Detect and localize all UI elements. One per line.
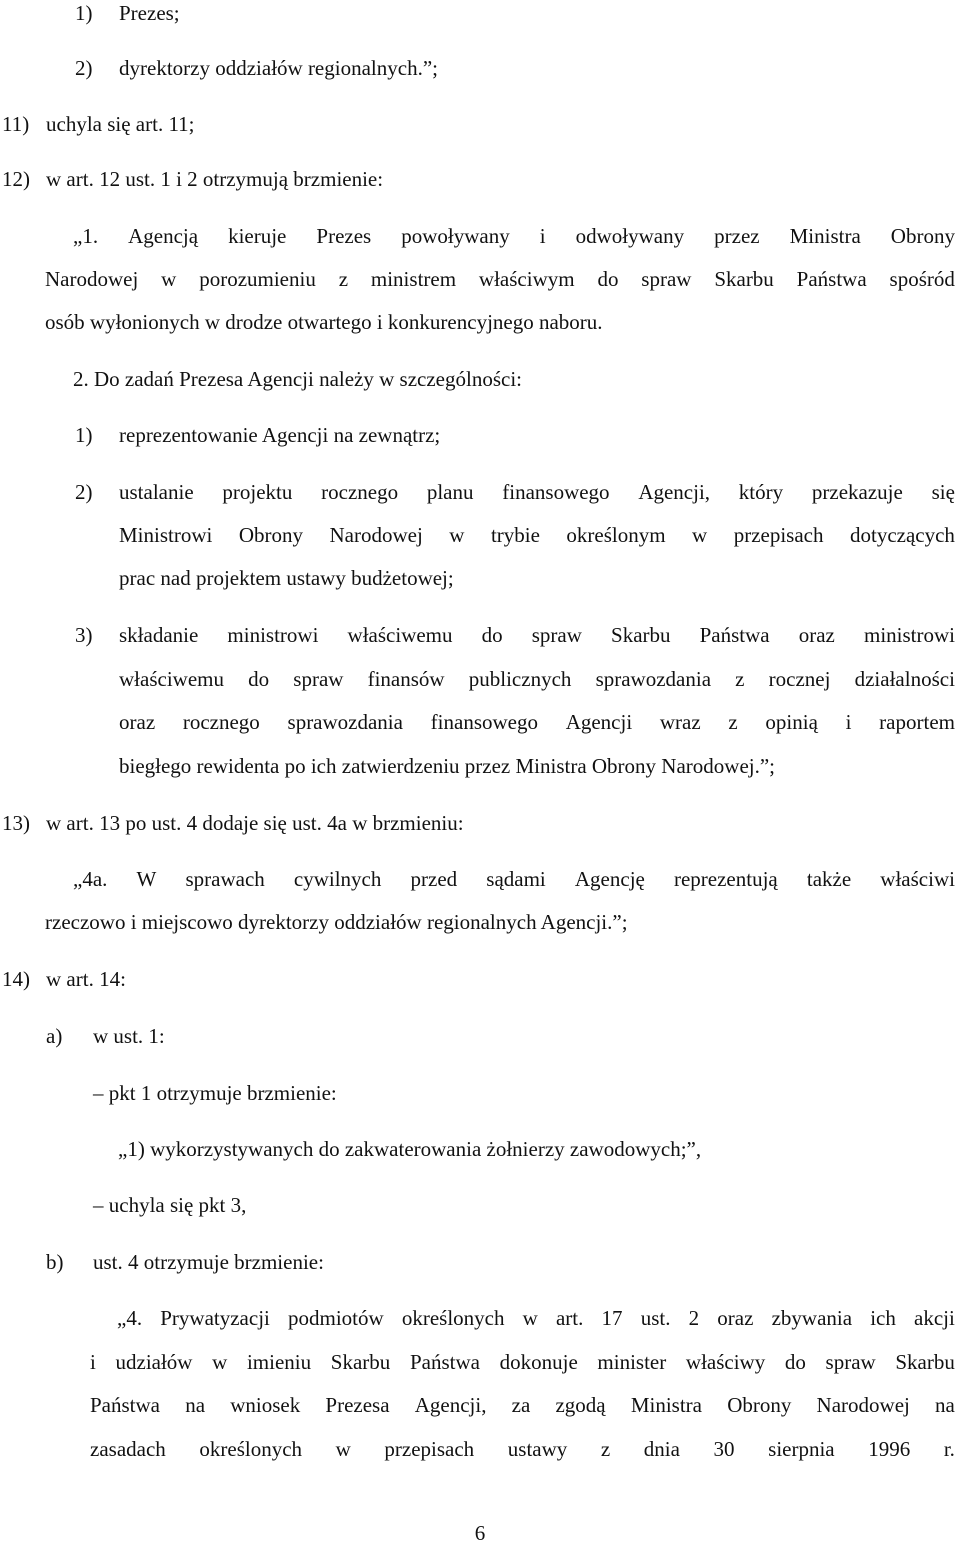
list-number: 1) [75, 423, 93, 447]
list-item-text: biegłego rewidenta po ich zatwierdzeniu przez Ministra Obrony Narodowej.”; [119, 754, 776, 778]
paragraph-line: „4. Prywatyzacji podmiotów określonych w art. 17 ust. 2 oraz zbywania ich akcji [117, 1306, 955, 1330]
list-item-text: oraz rocznego sprawozdania finansowego Agencji wraz z opinią i raportem [119, 710, 955, 734]
list-item-text: w art. 14: [46, 967, 126, 991]
paragraph-line: „4a. W sprawach cywilnych przed sądami Agencję reprezentują także właściwi [73, 867, 955, 891]
list-item-text: ust. 4 otrzymuje brzmienie: [93, 1250, 324, 1274]
list-letter: b) [46, 1250, 64, 1274]
list-item-text: Prezes; [119, 1, 180, 25]
paragraph-line: „1. Agencją kieruje Prezes powoływany i odwoływany przez Ministra Obrony [73, 224, 955, 248]
list-item-text: – pkt 1 otrzymuje brzmienie: [93, 1081, 337, 1105]
list-item-text: dyrektorzy oddziałów regionalnych.”; [119, 56, 438, 80]
page-number: 6 [474, 1521, 486, 1545]
list-item-text: właściwemu do spraw finansów publicznych sprawozdania z rocznej działalności [119, 667, 955, 691]
list-number: 12) [2, 167, 30, 191]
paragraph-line: osób wyłonionych w drodze otwartego i konkurencyjnego naboru. [45, 310, 603, 334]
list-item-text: składanie ministrowi właściwemu do spraw Skarbu Państwa oraz ministrowi [119, 623, 955, 647]
paragraph-line: rzeczowo i miejscowo dyrektorzy oddziałów regionalnych Agencji.”; [45, 910, 628, 934]
list-number: 3) [75, 623, 93, 647]
list-number: 11) [2, 112, 30, 136]
quoted-text: „1) wykorzystywanych do zakwaterowania żołnierzy zawodowych;”, [118, 1137, 702, 1161]
list-item-text: ustalanie projektu rocznego planu finansowego Agencji, który przekazuje się [119, 480, 955, 504]
list-number: 13) [2, 811, 30, 835]
list-letter: a) [46, 1024, 63, 1048]
list-number: 1) [75, 1, 93, 25]
list-item-text: w ust. 1: [93, 1024, 165, 1048]
list-number: 2) [75, 480, 93, 504]
paragraph-line: i udziałów w imieniu Skarbu Państwa dokonuje minister właściwy do spraw Skarbu [90, 1350, 955, 1374]
paragraph-line: Narodowej w porozumieniu z ministrem właściwym do spraw Skarbu Państwa spośród [45, 267, 955, 291]
list-item-text: reprezentowanie Agencji na zewnątrz; [119, 423, 441, 447]
list-item-text: Ministrowi Obrony Narodowej w trybie określonym w przepisach dotyczących [119, 523, 955, 547]
list-item-text: – uchyla się pkt 3, [93, 1193, 247, 1217]
paragraph-line: Państwa na wniosek Prezesa Agencji, za zgodą Ministra Obrony Narodowej na [90, 1393, 955, 1417]
paragraph-line: zasadach określonych w przepisach ustawy z dnia 30 sierpnia 1996 r. [90, 1437, 955, 1461]
list-item-text: w art. 13 po ust. 4 dodaje się ust. 4a w brzmieniu: [46, 811, 464, 835]
list-number: 2) [75, 56, 93, 80]
paragraph-line: 2. Do zadań Prezesa Agencji należy w szczególności: [73, 367, 522, 391]
list-number: 14) [2, 967, 30, 991]
list-item-text: prac nad projektem ustawy budżetowej; [119, 566, 454, 590]
list-item-text: uchyla się art. 11; [46, 112, 195, 136]
list-item-text: w art. 12 ust. 1 i 2 otrzymują brzmienie: [46, 167, 384, 191]
